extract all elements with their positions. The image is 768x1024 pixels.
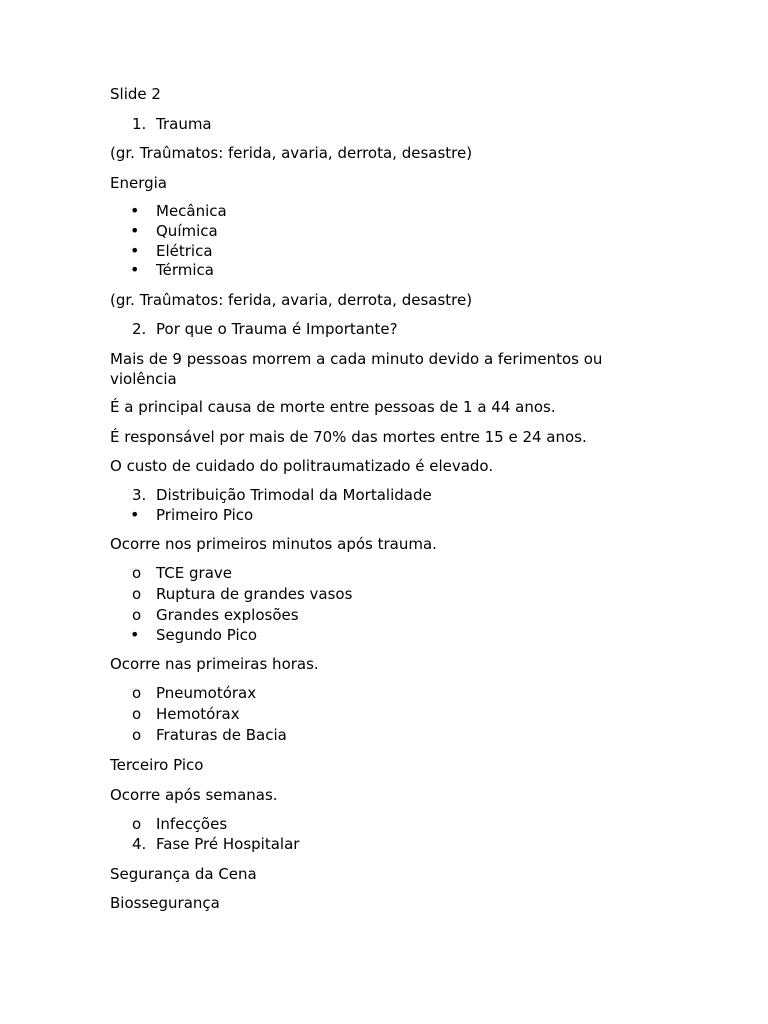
- seguranca-paragraph: Segurança da Cena: [110, 865, 257, 883]
- segundo-pico-subitem: Fraturas de Bacia: [156, 726, 287, 744]
- energia-item: Térmica: [156, 261, 214, 279]
- segundo-pico-subitem: Hemotórax: [156, 705, 240, 723]
- section-3-number: 3.: [132, 486, 147, 504]
- ocorre-horas-paragraph: Ocorre nas primeiras horas.: [110, 655, 319, 673]
- primeiro-pico-item: Primeiro Pico: [156, 506, 254, 524]
- mais-paragraph: Mais de 9 pessoas morrem a cada minuto devido a ferimentos ou violência: [110, 350, 603, 388]
- primeiro-pico-subitem: Grandes explosões: [156, 606, 299, 624]
- bullet-marker: •: [130, 625, 140, 644]
- terceiro-pico-paragraph: Terceiro Pico: [110, 756, 204, 774]
- ocorre-minutos-paragraph: Ocorre nos primeiros minutos após trauma.: [110, 535, 437, 553]
- biosseguranca-paragraph: Biossegurança: [110, 894, 220, 912]
- custo-paragraph: O custo de cuidado do politraumatizado é elevado.: [110, 457, 494, 475]
- sub-bullet-marker: o: [132, 564, 142, 582]
- ocorre-semanas-paragraph: Ocorre após semanas.: [110, 786, 278, 804]
- sub-bullet-marker: o: [132, 726, 142, 744]
- energia-item: Mecânica: [156, 202, 227, 220]
- section-2-heading: Por que o Trauma é Importante?: [156, 320, 398, 338]
- etymology-paragraph: (gr. Traûmatos: ferida, avaria, derrota, desastre): [110, 291, 473, 309]
- sub-bullet-marker: o: [132, 606, 142, 624]
- etymology-paragraph: (gr. Traûmatos: ferida, avaria, derrota, desastre): [110, 144, 473, 162]
- bullet-marker: •: [130, 201, 140, 220]
- slide-title: Slide 2: [110, 85, 161, 103]
- energia-paragraph: Energia: [110, 174, 167, 192]
- bullet-marker: •: [130, 241, 140, 260]
- terceiro-pico-subitem: Infecções: [156, 815, 228, 833]
- primeiro-pico-subitem: TCE grave: [156, 564, 232, 582]
- section-4-number: 4.: [132, 835, 147, 853]
- bullet-marker: •: [130, 260, 140, 279]
- principal-paragraph: É a principal causa de morte entre pessoas de 1 a 44 anos.: [110, 398, 556, 416]
- section-1-number: 1.: [132, 115, 147, 133]
- section-3-heading: Distribuição Trimodal da Mortalidade: [156, 486, 432, 504]
- segundo-pico-subitem: Pneumotórax: [156, 684, 257, 702]
- primeiro-pico-subitem: Ruptura de grandes vasos: [156, 585, 353, 603]
- section-1-heading: Trauma: [156, 115, 212, 133]
- sub-bullet-marker: o: [132, 815, 142, 833]
- responsavel-paragraph: É responsável por mais de 70% das mortes entre 15 e 24 anos.: [110, 428, 587, 446]
- segundo-pico-item: Segundo Pico: [156, 626, 258, 644]
- energia-item: Elétrica: [156, 242, 213, 260]
- sub-bullet-marker: o: [132, 705, 142, 723]
- energia-item: Química: [156, 222, 218, 240]
- sub-bullet-marker: o: [132, 585, 142, 603]
- sub-bullet-marker: o: [132, 684, 142, 702]
- section-4-heading: Fase Pré Hospitalar: [156, 835, 300, 853]
- bullet-marker: •: [130, 505, 140, 524]
- section-2-number: 2.: [132, 320, 147, 338]
- bullet-marker: •: [130, 221, 140, 240]
